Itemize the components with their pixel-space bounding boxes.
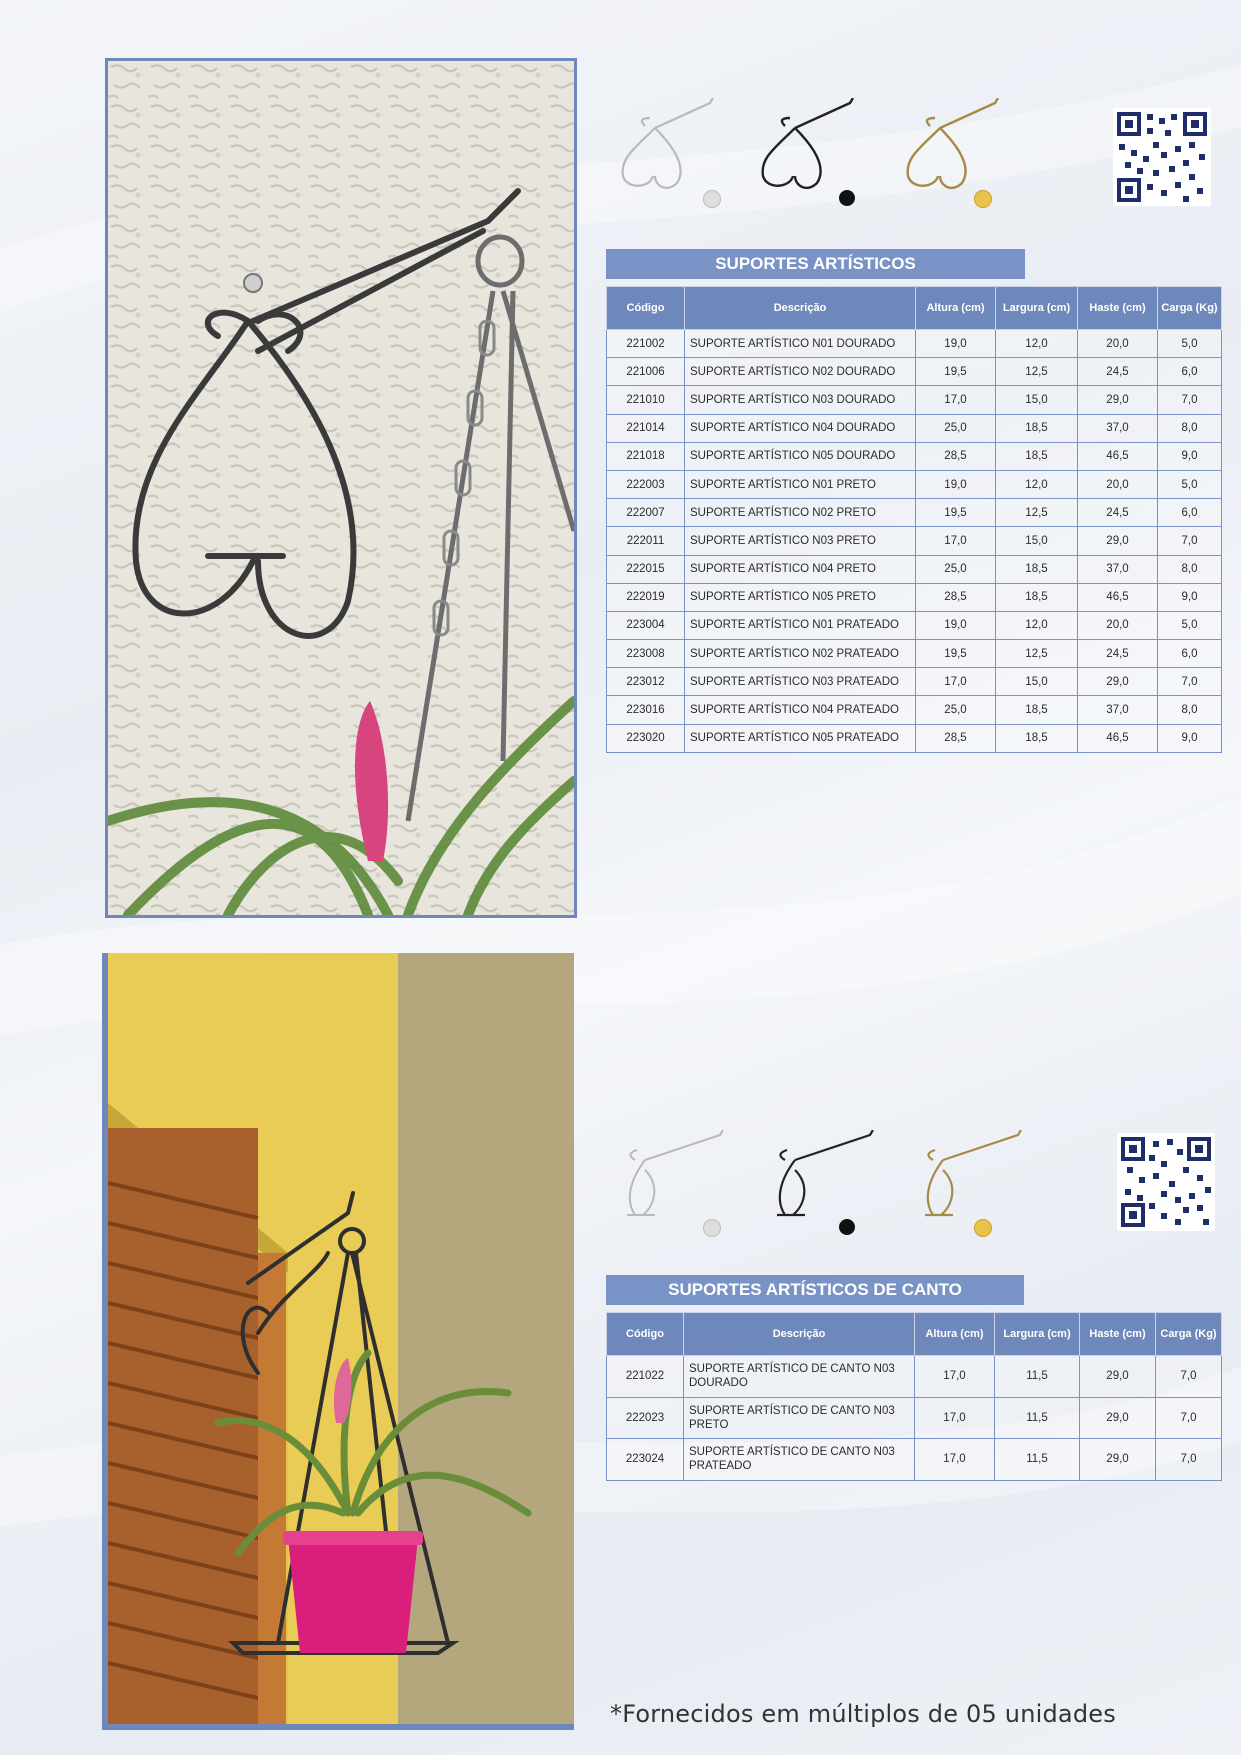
spec-table-canto: [606, 1312, 1222, 1481]
cell-value: 7,0: [1156, 1439, 1222, 1481]
table-row: [607, 386, 1222, 414]
table-row: [607, 583, 1222, 611]
cell-value: 29,0: [1078, 386, 1158, 414]
cell-value: 11,5: [995, 1356, 1080, 1398]
product-photo-wall-bracket: [105, 58, 577, 918]
table-row: [607, 696, 1222, 724]
table-row: [607, 668, 1222, 696]
cell-value: 24,5: [1078, 640, 1158, 668]
cell-value: 37,0: [1078, 696, 1158, 724]
column-header: Código: [607, 1313, 684, 1356]
bracket-gold-icon: [900, 98, 1000, 198]
cell-description: SUPORTE ARTÍSTICO N05 PRATEADO: [685, 724, 916, 752]
cell-value: 24,5: [1078, 499, 1158, 527]
table-row: [607, 358, 1222, 386]
cell-code: 223008: [607, 640, 685, 668]
table-row: [607, 442, 1222, 470]
bracket-silver-icon: [615, 98, 715, 198]
cell-description: SUPORTE ARTÍSTICO N03 DOURADO: [685, 386, 916, 414]
cell-value: 11,5: [995, 1439, 1080, 1481]
cell-value: 6,0: [1158, 640, 1222, 668]
cell-description: SUPORTE ARTÍSTICO N05 PRETO: [685, 583, 916, 611]
cell-description: SUPORTE ARTÍSTICO N02 PRETO: [685, 499, 916, 527]
cell-code: 222007: [607, 499, 685, 527]
cell-description: SUPORTE ARTÍSTICO N04 PRATEADO: [685, 696, 916, 724]
table-row: [607, 1356, 1222, 1398]
spec-table-artisticos: [606, 286, 1222, 753]
cell-value: 9,0: [1158, 442, 1222, 470]
cell-value: 17,0: [915, 1356, 995, 1398]
bracket-black-icon: [755, 98, 855, 198]
table-header-row: [607, 1313, 1222, 1356]
cell-value: 37,0: [1078, 555, 1158, 583]
table-row: [607, 555, 1222, 583]
qr-code-pattern: [1121, 1137, 1211, 1227]
cell-code: 223004: [607, 611, 685, 639]
table-row: [607, 499, 1222, 527]
swatch-silver-icon: [703, 1219, 721, 1237]
cell-description: SUPORTE ARTÍSTICO N04 DOURADO: [685, 414, 916, 442]
table-row: [607, 470, 1222, 498]
swatch-gold-icon: [974, 190, 992, 208]
cell-description: SUPORTE ARTÍSTICO N05 DOURADO: [685, 442, 916, 470]
cell-description: SUPORTE ARTÍSTICO N01 DOURADO: [685, 330, 916, 358]
cell-code: 221014: [607, 414, 685, 442]
cell-value: 28,5: [916, 724, 996, 752]
cell-value: 25,0: [916, 414, 996, 442]
cell-value: 20,0: [1078, 330, 1158, 358]
cell-value: 19,5: [916, 358, 996, 386]
cell-description: SUPORTE ARTÍSTICO DE CANTO N03 DOURADO: [684, 1356, 915, 1398]
qr-code-pattern: [1117, 112, 1207, 202]
cell-value: 12,0: [996, 470, 1078, 498]
column-header: Haste (cm): [1078, 287, 1158, 330]
cell-value: 8,0: [1158, 696, 1222, 724]
table-row: [607, 640, 1222, 668]
cell-code: 222015: [607, 555, 685, 583]
cell-code: 223012: [607, 668, 685, 696]
cell-value: 18,5: [996, 724, 1078, 752]
cell-value: 7,0: [1158, 527, 1222, 555]
table-row: [607, 1397, 1222, 1439]
cell-value: 24,5: [1078, 358, 1158, 386]
cell-value: 17,0: [915, 1397, 995, 1439]
cell-value: 19,5: [916, 499, 996, 527]
cell-code: 221022: [607, 1356, 684, 1398]
cell-value: 7,0: [1158, 386, 1222, 414]
swatch-silver-icon: [703, 190, 721, 208]
cell-value: 9,0: [1158, 724, 1222, 752]
cell-code: 221006: [607, 358, 685, 386]
cell-code: 221002: [607, 330, 685, 358]
cell-value: 17,0: [916, 527, 996, 555]
cell-value: 18,5: [996, 442, 1078, 470]
corner-bracket-gold-icon: [913, 1130, 1023, 1225]
cell-value: 20,0: [1078, 611, 1158, 639]
section-title: SUPORTES ARTÍSTICOS DE CANTO: [606, 1275, 1024, 1305]
cell-value: 8,0: [1158, 555, 1222, 583]
column-header: Largura (cm): [995, 1313, 1080, 1356]
cell-value: 28,5: [916, 583, 996, 611]
cell-value: 18,5: [996, 555, 1078, 583]
cell-value: 11,5: [995, 1397, 1080, 1439]
cell-description: SUPORTE ARTÍSTICO N01 PRETO: [685, 470, 916, 498]
column-header: Haste (cm): [1080, 1313, 1156, 1356]
cell-code: 223024: [607, 1439, 684, 1481]
cell-code: 221018: [607, 442, 685, 470]
column-header: Altura (cm): [915, 1313, 995, 1356]
cell-value: 18,5: [996, 583, 1078, 611]
cell-value: 18,5: [996, 414, 1078, 442]
cell-value: 29,0: [1080, 1439, 1156, 1481]
cell-value: 5,0: [1158, 330, 1222, 358]
cell-value: 12,0: [996, 330, 1078, 358]
column-header: Altura (cm): [916, 287, 996, 330]
cell-value: 20,0: [1078, 470, 1158, 498]
cell-value: 46,5: [1078, 724, 1158, 752]
cell-code: 222023: [607, 1397, 684, 1439]
cell-value: 19,0: [916, 611, 996, 639]
cell-value: 37,0: [1078, 414, 1158, 442]
cell-value: 28,5: [916, 442, 996, 470]
product-photo-corner-bracket: [102, 953, 574, 1730]
table-row: [607, 1439, 1222, 1481]
cell-code: 223020: [607, 724, 685, 752]
cell-value: 25,0: [916, 555, 996, 583]
column-header: Descrição: [684, 1313, 915, 1356]
cell-value: 12,5: [996, 499, 1078, 527]
column-header: Código: [607, 287, 685, 330]
cell-value: 6,0: [1158, 358, 1222, 386]
cell-description: SUPORTE ARTÍSTICO DE CANTO N03 PRATEADO: [684, 1439, 915, 1481]
corner-bracket-silver-icon: [615, 1130, 725, 1225]
section-title: SUPORTES ARTÍSTICOS: [606, 249, 1025, 279]
swatch-black-icon: [839, 1219, 855, 1235]
table-row: [607, 414, 1222, 442]
column-header: Carga (Kg): [1158, 287, 1222, 330]
cell-code: 222003: [607, 470, 685, 498]
cell-value: 7,0: [1156, 1356, 1222, 1398]
cell-value: 17,0: [916, 386, 996, 414]
cell-value: 19,0: [916, 470, 996, 498]
table-row: [607, 611, 1222, 639]
cell-value: 29,0: [1078, 527, 1158, 555]
cell-code: 221010: [607, 386, 685, 414]
cell-value: 29,0: [1080, 1356, 1156, 1398]
cell-description: SUPORTE ARTÍSTICO N03 PRATEADO: [685, 668, 916, 696]
cell-description: SUPORTE ARTÍSTICO N04 PRETO: [685, 555, 916, 583]
footnote: *Fornecidos em múltiplos de 05 unidades: [610, 1700, 1116, 1728]
cell-value: 12,5: [996, 640, 1078, 668]
cell-value: 19,0: [916, 330, 996, 358]
cell-description: SUPORTE ARTÍSTICO N03 PRETO: [685, 527, 916, 555]
table-row: [607, 527, 1222, 555]
cell-value: 25,0: [916, 696, 996, 724]
cell-value: 7,0: [1156, 1397, 1222, 1439]
cell-value: 18,5: [996, 696, 1078, 724]
cell-value: 19,5: [916, 640, 996, 668]
cell-value: 9,0: [1158, 583, 1222, 611]
cell-value: 15,0: [996, 527, 1078, 555]
column-header: Descrição: [685, 287, 916, 330]
cell-value: 15,0: [996, 386, 1078, 414]
cell-description: SUPORTE ARTÍSTICO N02 DOURADO: [685, 358, 916, 386]
cell-description: SUPORTE ARTÍSTICO DE CANTO N03 PRETO: [684, 1397, 915, 1439]
column-header: Largura (cm): [996, 287, 1078, 330]
corner-bracket-black-icon: [765, 1130, 875, 1225]
cell-value: 29,0: [1078, 668, 1158, 696]
table-row: [607, 724, 1222, 752]
cell-code: 222011: [607, 527, 685, 555]
cell-value: 5,0: [1158, 611, 1222, 639]
cell-description: SUPORTE ARTÍSTICO N02 PRATEADO: [685, 640, 916, 668]
cell-value: 29,0: [1080, 1397, 1156, 1439]
cell-value: 17,0: [916, 668, 996, 696]
table-row: [607, 330, 1222, 358]
cell-value: 5,0: [1158, 470, 1222, 498]
cell-value: 6,0: [1158, 499, 1222, 527]
cell-description: SUPORTE ARTÍSTICO N01 PRATEADO: [685, 611, 916, 639]
column-header: Carga (Kg): [1156, 1313, 1222, 1356]
cell-value: 12,5: [996, 358, 1078, 386]
cell-value: 17,0: [915, 1439, 995, 1481]
cell-value: 46,5: [1078, 583, 1158, 611]
qr-code-icon[interactable]: [1117, 1133, 1215, 1231]
cell-code: 223016: [607, 696, 685, 724]
cell-value: 46,5: [1078, 442, 1158, 470]
cell-value: 7,0: [1158, 668, 1222, 696]
swatch-black-icon: [839, 190, 855, 206]
cell-code: 222019: [607, 583, 685, 611]
qr-code-icon[interactable]: [1113, 108, 1211, 206]
cell-value: 15,0: [996, 668, 1078, 696]
table-header-row: [607, 287, 1222, 330]
swatch-gold-icon: [974, 1219, 992, 1237]
cell-value: 12,0: [996, 611, 1078, 639]
cell-value: 8,0: [1158, 414, 1222, 442]
